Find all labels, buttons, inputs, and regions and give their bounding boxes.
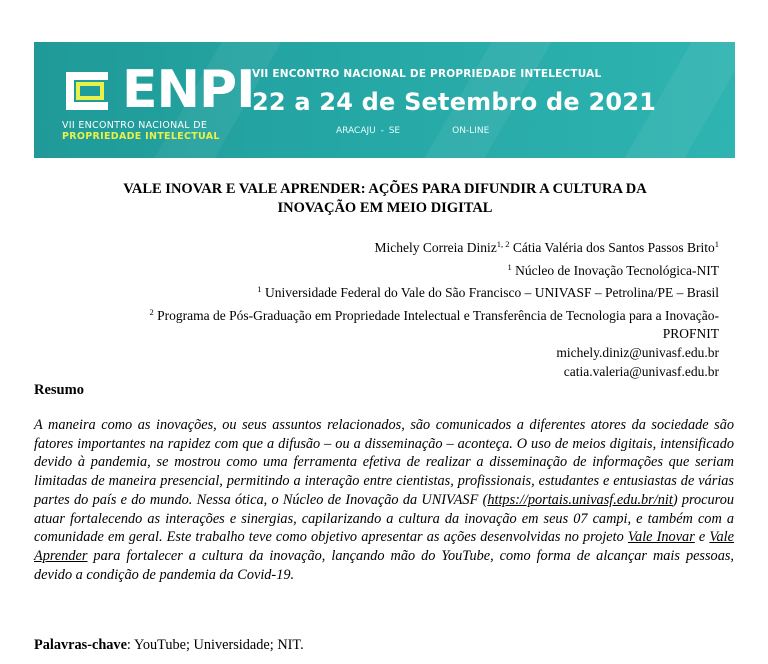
abstract-text-2: ) procurou atuar fortalecendo as interações e sinergias, capilarizando a cultura da inovação em seus 07 campi, e também com a comunidade em geral. Este trabalho teve como objetivo apresentar as ações desenvolvidas no projeto: [34, 491, 734, 546]
event-date: 22 a 24 de Setembro de 2021: [252, 88, 657, 116]
author-block: [19, 235, 719, 381]
affiliation-3-text: Programa de Pós-Graduação em Propriedade Intelectual e Transferência de Tecnologia para a Inovação-: [153, 307, 719, 323]
paper-title: [40, 180, 730, 218]
logo-wordmark: ENPI: [122, 60, 255, 120]
email-1[interactable]: michely.diniz@univasf.edu.br: [556, 344, 719, 360]
abstract-heading: Resumo: [34, 382, 84, 398]
paper-title-line2: INOVAÇÃO EM MEIO DIGITAL: [277, 200, 493, 216]
author-1-affil: 1, 2: [496, 239, 510, 249]
author-2-affil: 1: [714, 239, 719, 249]
affiliation-1-sup: 1: [507, 261, 512, 272]
paper-title-line1: VALE INOVAR E VALE APRENDER: AÇÕES PARA DIFUNDIR A CULTURA DA: [123, 181, 647, 197]
affiliation-2: [19, 280, 719, 303]
author-2: Cátia Valéria dos Santos Passos Brito: [509, 240, 715, 255]
project-vale-aprender: Vale Aprender: [34, 529, 734, 564]
keywords-list: : YouTube; Universidade; NIT.: [126, 637, 304, 653]
abstract-conj: e: [694, 529, 710, 546]
event-name: VII ENCONTRO NACIONAL DE PROPRIEDADE INTELECTUAL: [252, 68, 602, 80]
author-line: [19, 235, 719, 258]
email-2[interactable]: catia.valeria@univasf.edu.br: [563, 363, 719, 379]
logo-subtitle-line1: VII ENCONTRO NACIONAL DE: [62, 120, 208, 131]
enpi-logo-icon: [62, 68, 114, 114]
author-1: Michely Correia Diniz: [374, 240, 497, 255]
affiliation-1-text: Núcleo de Inovação Tecnológica-NIT: [511, 262, 719, 278]
abstract-link[interactable]: https://portais.univasf.edu.br/nit: [487, 491, 673, 508]
project-vale-inovar: Vale Inovar: [627, 529, 695, 546]
logo-subtitle: [62, 120, 220, 142]
abstract-text-1: A maneira como as inovações, ou seus assuntos relacionados, são comunicados a diferentes atores da sociedade são fatores importantes na rapidez com que a difusão – ou a disseminação – aconteça. O uso de meios digitais, intensificado devido à pandemia, se mostrou como uma ferramenta efetiva de realizar a disseminação de informações que seriam limitadas de maneira presencial, permitindo a interação entre cientistas, profissionais, estudantes e entusiastas de várias partes do país e do mundo. Nessa ótica, o Núcleo de Inovação da UNIVASF (: [34, 417, 734, 508]
affiliation-1: [19, 258, 719, 281]
affiliation-2-sup: 1: [257, 284, 262, 295]
keywords: [34, 636, 304, 654]
logo-subtitle-line2: PROPRIEDADE INTELECTUAL: [62, 131, 220, 142]
affiliation-3-sup: 2: [149, 306, 154, 317]
abstract-text-3: para fortalecer a cultura da inovação, lançando mão do YouTube, como forma de alcançar mais pessoas, devido a condição de pandemia da Covid-19.: [34, 547, 734, 583]
abstract-body: [34, 416, 734, 584]
affiliation-3: [19, 303, 719, 326]
affiliation-2-text: Universidade Federal do Vale do São Francisco – UNIVASF – Petrolina/PE – Brasil: [261, 285, 719, 301]
event-place-2: ON-LINE: [452, 126, 490, 136]
affiliation-3-continued: PROFNIT: [662, 326, 719, 342]
event-banner: [34, 42, 735, 158]
keywords-label: Palavras-chave: [34, 637, 127, 653]
event-places: [336, 126, 541, 136]
event-place-1: ARACAJU - SE: [336, 126, 401, 136]
